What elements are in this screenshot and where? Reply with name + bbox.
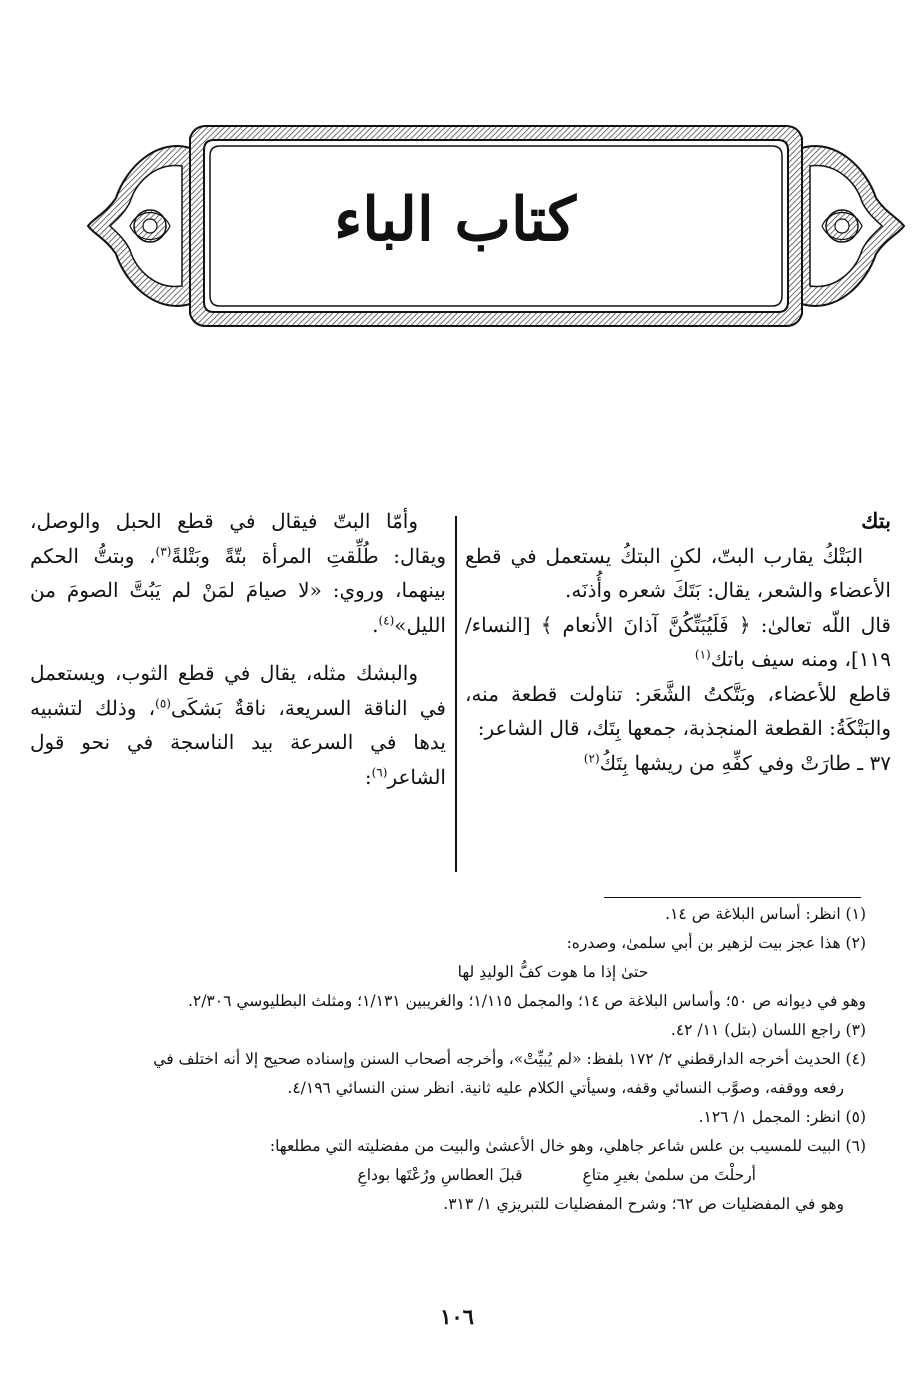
footnote-1: (١) انظر: أساس البلاغة ص ١٤. [665, 905, 866, 923]
footnote-ref-1: (١) [694, 647, 711, 662]
column-divider [455, 516, 457, 872]
footnote-ref-3: (٣) [155, 543, 172, 558]
entry-heading: بتك [861, 508, 891, 533]
verse-line [465, 746, 891, 781]
left-paragraph-2: والبشك مثله، يقال في قطع الثوب، ويستعمل في الناقة السريعة، ناقةٌ بَشكَى$^{(٥)}$، وذلك لتشبيه يدها في السرعة بيد الناسجة في نحو قول الشاعر$^{(٦)}$: [30, 661, 446, 789]
verse-text: ٣٧ ـ طارَتْ وفي كفِّهِ من ريشها بِتَكُ [599, 750, 891, 775]
page-number: ١٠٦ [440, 1304, 474, 1329]
left-paragraph-1: وأمّا البتّ فيقال في قطع الحبل والوصل، ويقال: طُلِّقتِ المرأة بتّةً وبَتْلةً$^{(٣)}$، وبتتُّ الحكم بينهما، وروي: «لا صيامَ لمَنْ لم يَبُتَّ الصومَ من الليل»$^{(٤)}$. [30, 509, 446, 637]
right-paragraph-2-text: قال اللّه تعالىٰ: ﴿ فَلَيُبَتِّكُنَّ آذانَ الأنعام ﴾ [النساء/ ١١٩]، ومنه سيف باتك [465, 612, 891, 671]
footnote-2-verse: حتىٰ إذا ما هوت كفُّ الوليدِ لها [457, 963, 649, 981]
book-title: كتاب الباء [334, 185, 576, 255]
left-column [30, 504, 446, 794]
footnote-4: (٤) الحديث أخرجه الدارقطني ٢/ ١٧٢ بلفظ: «لم يُبيِّتْ»، وأخرجه أصحاب السنن وإسناده صحيح إلا أنه اختلف في [153, 1050, 866, 1068]
footnote-6-verse-first-hemistich: أرحلْتَ من سلمىٰ بغيرِ متاعِ [582, 1166, 756, 1184]
right-paragraph-1: البَتْكُ يقارب البتّ، لكنِ البتكُ يستعمل في قطع الأعضاء والشعر، يقال: بَتَكَ شعره وأُذنَه. [465, 543, 891, 602]
footnote-5: (٥) انظر: المجمل ١/ ١٢٦. [698, 1108, 866, 1126]
footnote-2-more: وهو في ديوانه ص ٥٠؛ وأساس البلاغة ص ١٤؛ والمجمل ١/١١٥؛ والغريبين ١/١٣١؛ ومثلث البطليوسي ٢/٣٠٦. [187, 992, 866, 1010]
footnote-6: (٦) البيت للمسيب بن علس شاعر جاهلي، وهو خال الأعشىٰ والبيت من مفضليته التي مطلعها: [269, 1137, 866, 1155]
footnotes [40, 900, 866, 1219]
right-paragraph-3: قاطع للأعضاء، وبَتَّكتُ الشَّعَر: تناولت قطعة منه، والبَتْكَةُ: القطعة المنجذبة، جمعها بِتَك، قال الشاعر: [465, 681, 891, 740]
right-paragraph-2 [465, 608, 891, 677]
left-paragraph-1-text: وأمّا البتّ فيقال في قطع الحبل والوصل، ويقال: طُلِّقتِ المرأة بتّةً وبَتْلةً [30, 509, 446, 568]
left-paragraph-2-tail: ، وذلك لتشبيه يدها في السرعة بيد الناسجة في نحو قول الشاعر [30, 695, 446, 789]
footnote-6-verse [40, 1161, 866, 1190]
footnote-ref-2: (٢) [583, 750, 600, 765]
footnote-ref-4: (٤) [378, 612, 395, 627]
right-column [465, 504, 891, 780]
footnote-2: (٢) هذا عجز بيت لزهير بن أبي سلمىٰ، وصدره: [566, 934, 866, 952]
footnote-6-verse-second-hemistich: قبلَ العطاسِ ورُعْتَها بوداعِ [357, 1166, 523, 1184]
footnote-rule [604, 897, 861, 898]
left-paragraph-1-tail: ، وبتتُّ الحكم بينهما، وروي: «لا صيامَ لمَنْ لم يَبُتَّ الصومَ من الليل» [30, 543, 446, 637]
footnote-3: (٣) راجع اللسان (بتل) ١١/ ٤٢. [670, 1021, 866, 1039]
footnote-6-more: وهو في المفضليات ص ٦٢؛ وشرح المفضليات للتبريزي ١/ ٣١٣. [443, 1195, 844, 1213]
left-paragraph-2-text: والبشك مثله، يقال في قطع الثوب، ويستعمل في الناقة السريعة، ناقةٌ بَشكَى [30, 661, 446, 720]
footnote-ref-5: (٥) [155, 695, 171, 710]
footnote-4-more: رفعه ووقفه، وصوَّب النسائي وقفه، وسيأتي الكلام عليه ثانية. انظر سنن النسائي ٤/١٩٦. [287, 1079, 844, 1097]
footnote-ref-6: (٦) [371, 764, 388, 779]
